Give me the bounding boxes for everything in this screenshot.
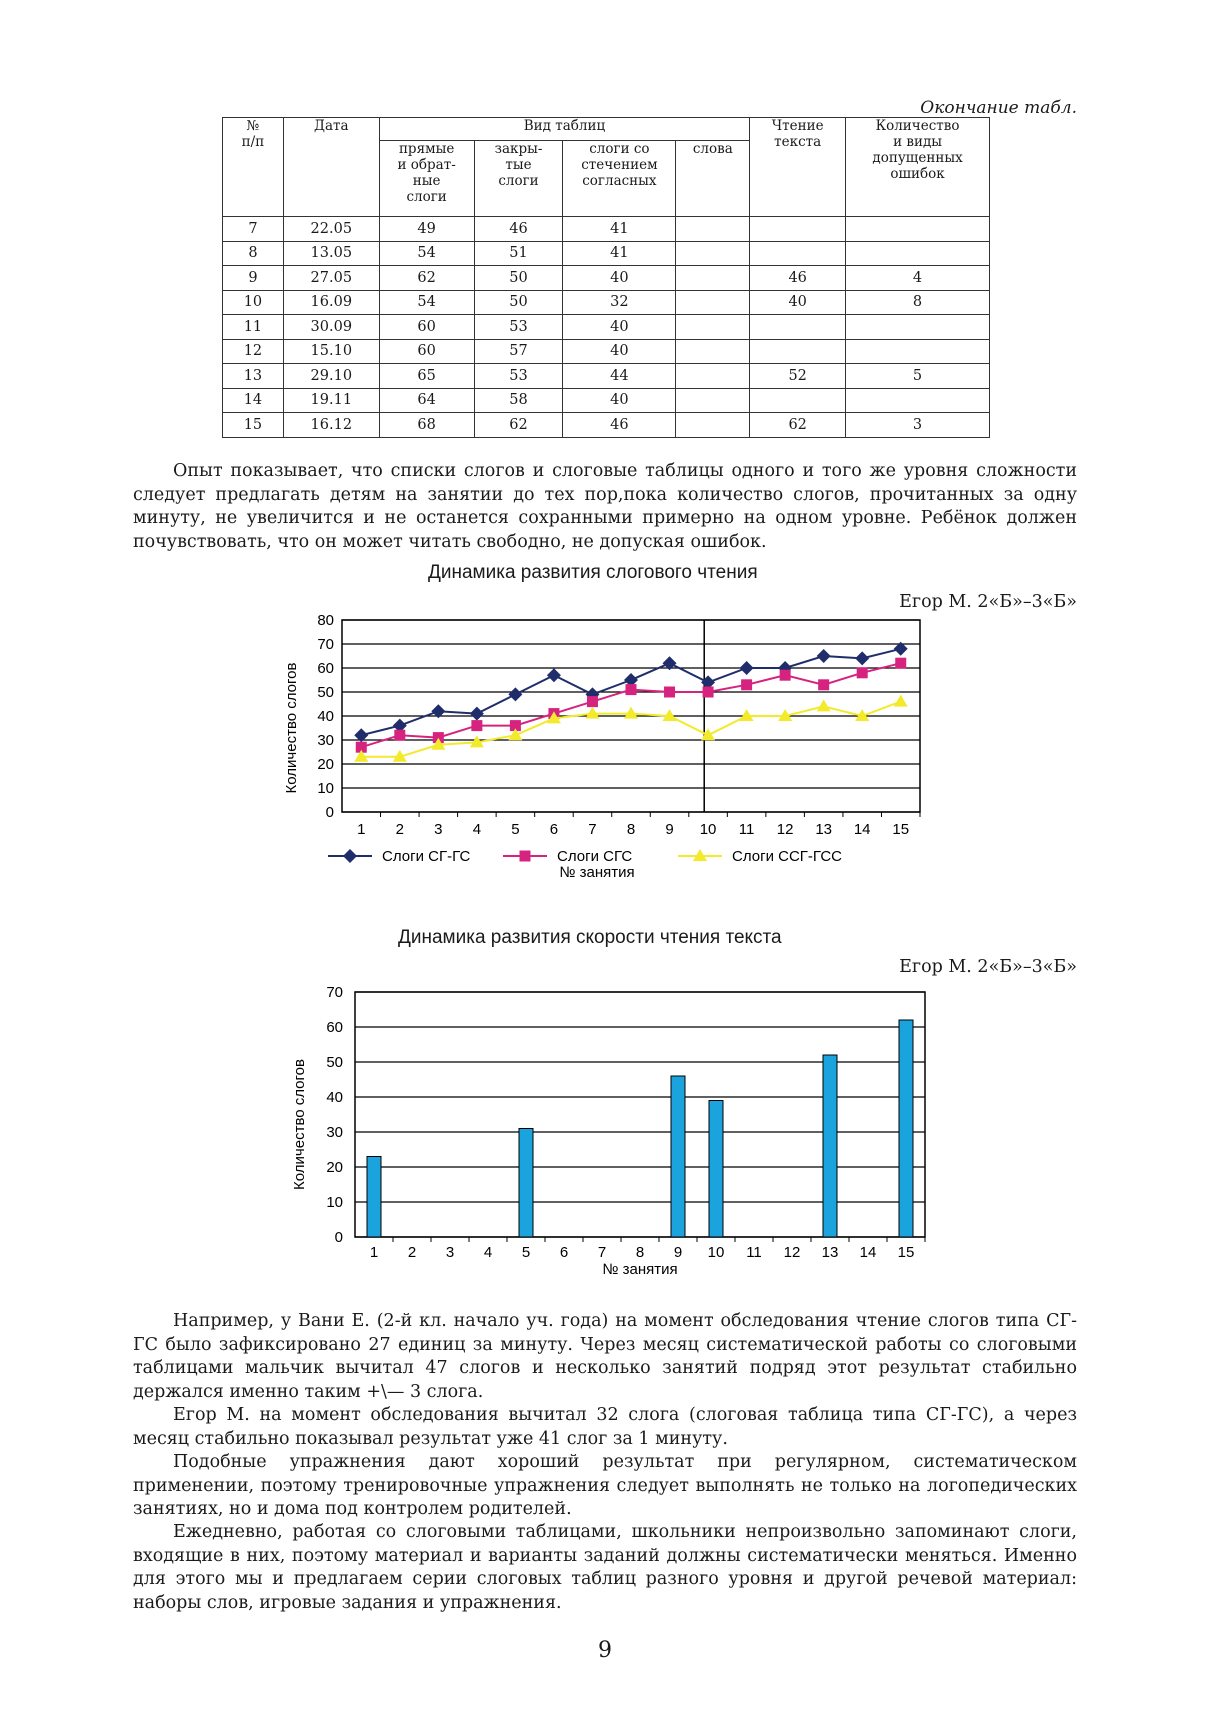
table-body xyxy=(223,217,990,438)
header-date: Дата xyxy=(283,118,379,217)
legend-marker xyxy=(520,851,531,862)
table-row xyxy=(223,388,990,413)
cell-reading xyxy=(750,217,846,242)
x-axis-label: № занятия xyxy=(559,864,635,881)
y-tick-label: 30 xyxy=(326,1124,343,1141)
cell-date: 15.10 xyxy=(283,339,379,364)
x-tick-label: 15 xyxy=(892,821,910,838)
x-tick-label: 13 xyxy=(821,1244,839,1261)
table-row xyxy=(223,339,990,364)
legend-label: Слоги СГ-ГС xyxy=(382,848,471,865)
cell-num: 11 xyxy=(223,315,284,340)
table-row xyxy=(223,266,990,291)
x-tick-label: 6 xyxy=(559,1244,569,1261)
cell-closed: 53 xyxy=(474,364,563,389)
y-tick-label: 0 xyxy=(334,1229,343,1246)
paragraph-3: Егор М. на момент обследования вычитал 32 слога (слоговая таблица типа СГ-ГС), а через месяц стабильно показывал результат уже 41 слог за 1 минуту. xyxy=(133,1405,1077,1449)
header-closed-syllables: закры- тые слоги xyxy=(474,141,563,217)
x-tick-label: 12 xyxy=(776,821,794,838)
y-axis-label: Количество слогов xyxy=(291,1059,308,1190)
cell-date: 16.09 xyxy=(283,290,379,315)
paragraph-2: Например, у Вани Е. (2-й кл. начало уч. года) на момент обследования чтение слогов типа СГ-ГС было зафиксировано 27 единиц за минуту. Через месяц систематической работы со слоговыми таблицами мальчик вычитал 47 слогов и несколько занятий подряд этот результат стабильно держался именно таким +\— 3 слога. xyxy=(133,1311,1077,1402)
cell-errors xyxy=(846,217,990,242)
cell-num: 7 xyxy=(223,217,284,242)
cell-num: 8 xyxy=(223,241,284,266)
cell-direct: 60 xyxy=(379,339,474,364)
cell-words xyxy=(676,364,750,389)
cell-reading: 52 xyxy=(750,364,846,389)
header-words: слова xyxy=(676,141,750,217)
cell-cluster: 40 xyxy=(563,266,676,291)
y-tick-label: 50 xyxy=(326,1054,343,1071)
cell-closed: 50 xyxy=(474,266,563,291)
legend-label: Слоги ССГ-ГСС xyxy=(732,848,843,865)
y-tick-label: 30 xyxy=(317,732,334,749)
table-row xyxy=(223,364,990,389)
cell-closed: 50 xyxy=(474,290,563,315)
bar xyxy=(519,1129,533,1238)
cell-reading xyxy=(750,388,846,413)
x-tick-label: 13 xyxy=(815,821,833,838)
x-tick-label: 3 xyxy=(445,1244,455,1261)
cell-closed: 62 xyxy=(474,413,563,438)
header-table-type: Вид таблиц xyxy=(379,118,750,141)
x-tick-label: 9 xyxy=(665,821,674,838)
cell-num: 13 xyxy=(223,364,284,389)
header-reading: Чтение текста xyxy=(750,118,846,217)
cell-errors xyxy=(846,315,990,340)
cell-date: 29.10 xyxy=(283,364,379,389)
cell-cluster: 41 xyxy=(563,217,676,242)
cell-closed: 53 xyxy=(474,315,563,340)
x-tick-label: 10 xyxy=(699,821,717,838)
x-tick-label: 8 xyxy=(635,1244,645,1261)
line-chart-syllable-reading xyxy=(270,612,950,897)
cell-cluster: 32 xyxy=(563,290,676,315)
cell-cluster: 40 xyxy=(563,315,676,340)
header-direct-syllables: прямые и обрат- ные слоги xyxy=(379,141,474,217)
cell-words xyxy=(676,217,750,242)
y-tick-label: 70 xyxy=(317,636,334,653)
cell-closed: 51 xyxy=(474,241,563,266)
cell-errors xyxy=(846,339,990,364)
y-tick-label: 0 xyxy=(325,804,334,821)
cell-reading: 46 xyxy=(750,266,846,291)
header-errors: Количество и виды допущенных ошибок xyxy=(846,118,990,217)
cell-errors: 8 xyxy=(846,290,990,315)
cell-direct: 65 xyxy=(379,364,474,389)
cell-words xyxy=(676,413,750,438)
y-tick-label: 10 xyxy=(326,1194,343,1211)
x-tick-label: 4 xyxy=(483,1244,493,1261)
paragraph-1: Опыт показывает, что списки слогов и слоговые таблицы одного и того же уровня сложности следует предлагать детям на занятии до тех пор,пока количество слогов, прочитанных за одну минуту, не увеличится и не останется сохранными примерно на одном уровне. Ребёнок должен почувствовать, что он может читать свободно, не допуская ошибок. xyxy=(133,461,1077,552)
table-row xyxy=(223,290,990,315)
x-tick-label: 9 xyxy=(673,1244,683,1261)
data-point xyxy=(895,658,906,669)
cell-closed: 58 xyxy=(474,388,563,413)
data-point xyxy=(587,696,598,707)
x-tick-label: 2 xyxy=(407,1244,417,1261)
cell-cluster: 41 xyxy=(563,241,676,266)
cell-num: 12 xyxy=(223,339,284,364)
data-point xyxy=(703,687,714,698)
cell-words xyxy=(676,241,750,266)
plot-area xyxy=(355,992,925,1237)
legend-item xyxy=(503,848,632,865)
cell-cluster: 44 xyxy=(563,364,676,389)
cell-cluster: 46 xyxy=(563,413,676,438)
data-point xyxy=(741,679,752,690)
cell-date: 16.12 xyxy=(283,413,379,438)
legend-marker xyxy=(343,849,357,863)
y-tick-label: 40 xyxy=(326,1089,343,1106)
cell-direct: 68 xyxy=(379,413,474,438)
cell-errors: 4 xyxy=(846,266,990,291)
cell-words xyxy=(676,290,750,315)
cell-errors: 3 xyxy=(846,413,990,438)
cell-errors xyxy=(846,388,990,413)
bar-chart-text-reading xyxy=(280,980,960,1280)
header-num: № п/п xyxy=(223,118,284,217)
x-tick-label: 11 xyxy=(746,1244,762,1261)
y-tick-label: 50 xyxy=(317,684,334,701)
x-tick-label: 14 xyxy=(859,1244,877,1261)
x-tick-label: 3 xyxy=(434,821,443,838)
cell-num: 15 xyxy=(223,413,284,438)
legend-item xyxy=(678,848,842,865)
x-tick-label: 4 xyxy=(472,821,482,838)
paragraph-5: Ежедневно, работая со слоговыми таблицами, школьники непроизвольно запоминают слоги, входящие в них, поэтому материал и варианты заданий должны систематически меняться. Именно для этого мы и предлагаем серии слоговых таблиц разного уровня и другой речевой материал: наборы слов, игровые задания и упражнения. xyxy=(133,1522,1077,1613)
y-tick-label: 60 xyxy=(317,660,334,677)
x-tick-label: 14 xyxy=(853,821,871,838)
bar xyxy=(671,1076,685,1237)
data-point xyxy=(780,670,791,681)
cell-direct: 49 xyxy=(379,217,474,242)
x-tick-label: 10 xyxy=(707,1244,725,1261)
cell-closed: 57 xyxy=(474,339,563,364)
x-tick-label: 1 xyxy=(369,1244,379,1261)
cell-words xyxy=(676,339,750,364)
data-point xyxy=(626,684,637,695)
cell-num: 9 xyxy=(223,266,284,291)
x-tick-label: 11 xyxy=(738,821,755,838)
y-tick-label: 60 xyxy=(326,1019,343,1036)
cell-errors: 5 xyxy=(846,364,990,389)
x-tick-label: 5 xyxy=(521,1244,531,1261)
cell-cluster: 40 xyxy=(563,339,676,364)
bar xyxy=(367,1157,381,1238)
x-tick-label: 6 xyxy=(549,821,559,838)
chart2-subtitle: Егор М. 2«Б»–3«Б» xyxy=(899,957,1077,977)
x-tick-label: 1 xyxy=(357,821,366,838)
cell-reading: 62 xyxy=(750,413,846,438)
bar xyxy=(823,1055,837,1237)
cell-date: 13.05 xyxy=(283,241,379,266)
data-point xyxy=(471,720,482,731)
x-tick-label: 2 xyxy=(395,821,404,838)
cell-words xyxy=(676,266,750,291)
y-tick-label: 40 xyxy=(317,708,334,725)
table-row xyxy=(223,315,990,340)
y-tick-label: 80 xyxy=(317,612,334,629)
y-tick-label: 20 xyxy=(317,756,334,773)
table-caption: Окончание табл. xyxy=(920,98,1077,118)
chart1-title: Динамика развития слогового чтения xyxy=(428,562,758,583)
cell-words xyxy=(676,388,750,413)
cell-closed: 46 xyxy=(474,217,563,242)
reading-results-table xyxy=(222,117,990,438)
chart1-subtitle: Егор М. 2«Б»–3«Б» xyxy=(899,592,1077,612)
cell-errors xyxy=(846,241,990,266)
y-tick-label: 10 xyxy=(317,780,334,797)
x-axis-label: № занятия xyxy=(602,1261,678,1278)
cell-reading xyxy=(750,315,846,340)
page-number: 9 xyxy=(598,1638,612,1663)
cell-direct: 54 xyxy=(379,241,474,266)
y-tick-label: 70 xyxy=(326,984,343,1001)
bar xyxy=(709,1101,723,1238)
cell-direct: 60 xyxy=(379,315,474,340)
chart2-title: Динамика развития скорости чтения текста xyxy=(398,927,782,948)
data-point xyxy=(857,667,868,678)
y-tick-label: 20 xyxy=(326,1159,343,1176)
data-point xyxy=(394,730,405,741)
cell-words xyxy=(676,315,750,340)
x-tick-label: 7 xyxy=(597,1244,607,1261)
cell-date: 27.05 xyxy=(283,266,379,291)
bar xyxy=(899,1020,913,1237)
table-row xyxy=(223,241,990,266)
x-tick-label: 5 xyxy=(511,821,520,838)
cell-date: 22.05 xyxy=(283,217,379,242)
cell-date: 19.11 xyxy=(283,388,379,413)
x-tick-label: 12 xyxy=(783,1244,801,1261)
cell-direct: 64 xyxy=(379,388,474,413)
x-tick-label: 15 xyxy=(897,1244,915,1261)
data-point xyxy=(664,687,675,698)
cell-num: 10 xyxy=(223,290,284,315)
header-consonant-clusters: слоги со стечением согласных xyxy=(563,141,676,217)
data-point xyxy=(818,679,829,690)
cell-reading xyxy=(750,339,846,364)
paragraph-4: Подобные упражнения дают хороший результат при регулярном, систематическом применении, поэтому тренировочные упражнения следует выполнять не только на логопедических занятиях, но и дома под контролем родителей. xyxy=(133,1452,1077,1519)
cell-cluster: 40 xyxy=(563,388,676,413)
y-axis-label: Количество слогов xyxy=(283,662,300,794)
x-tick-label: 8 xyxy=(626,821,636,838)
legend-label: Слоги СГС xyxy=(557,848,633,865)
table-row xyxy=(223,413,990,438)
cell-reading: 40 xyxy=(750,290,846,315)
cell-date: 30.09 xyxy=(283,315,379,340)
cell-direct: 62 xyxy=(379,266,474,291)
cell-num: 14 xyxy=(223,388,284,413)
x-tick-label: 7 xyxy=(588,821,597,838)
cell-reading xyxy=(750,241,846,266)
legend-item xyxy=(328,848,471,865)
table-row xyxy=(223,217,990,242)
cell-direct: 54 xyxy=(379,290,474,315)
